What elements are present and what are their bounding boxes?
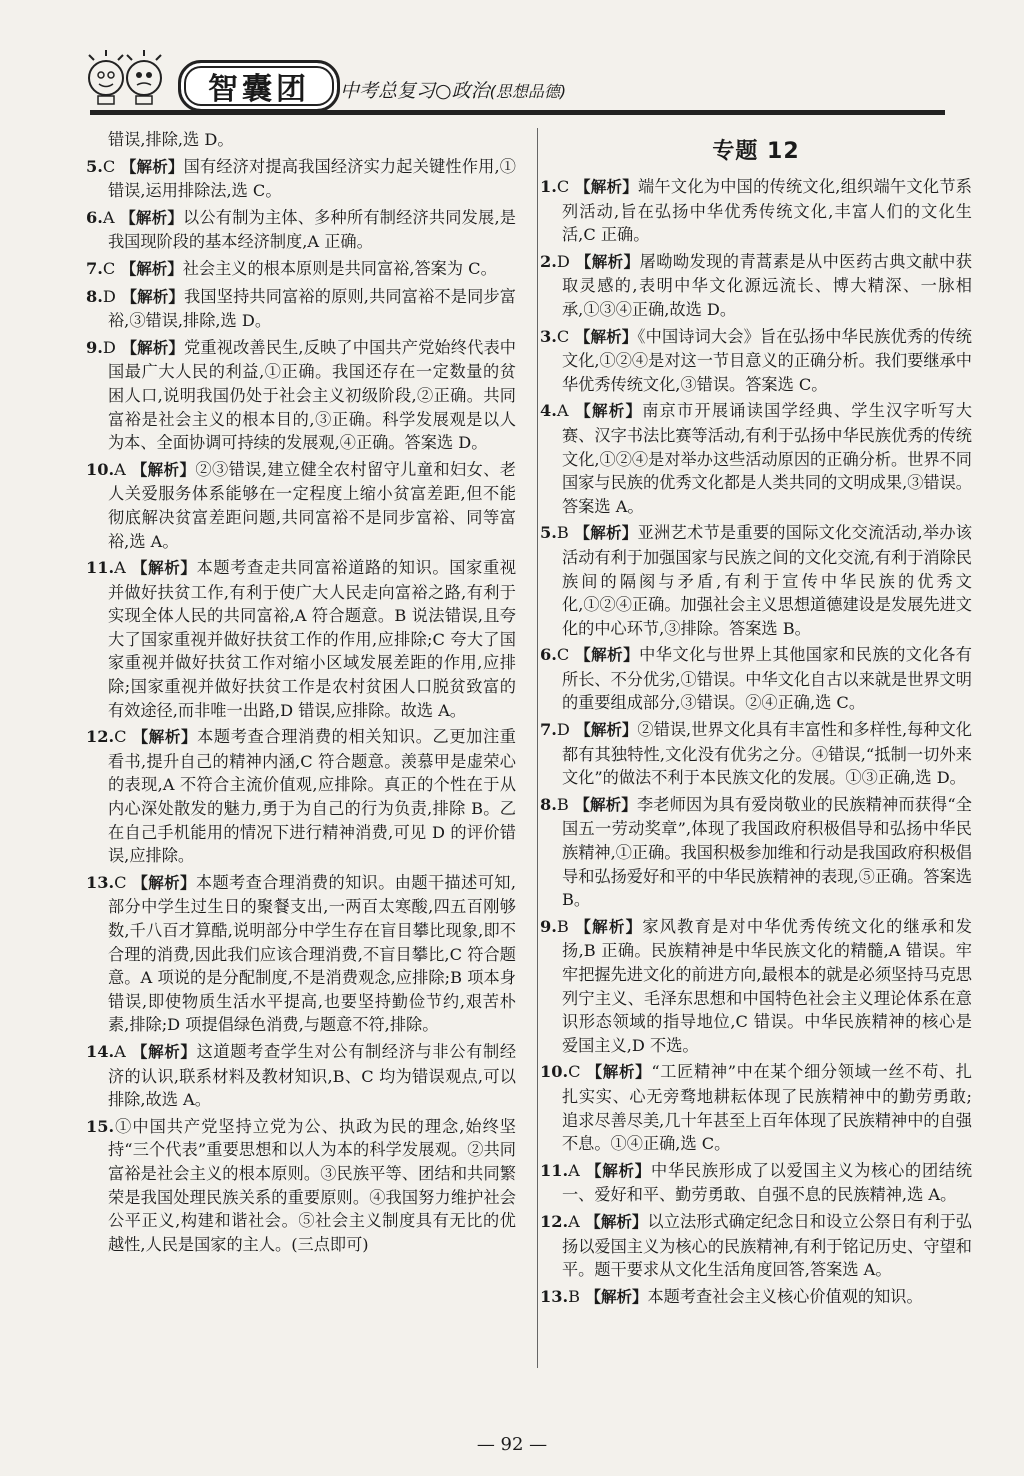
item-number: 9. [86,337,103,357]
answer-item [540,325,972,397]
answer-item [540,915,972,1058]
answer-letter: C [102,156,116,176]
answer-item [86,128,516,152]
item-number: 7. [86,258,103,278]
subtitle-paren: (思想品德) [489,82,567,101]
answer-letter: C [102,258,116,278]
answer-item [540,793,972,912]
answer-item [86,725,516,868]
answer-letter: A [102,207,115,227]
header-rule [90,110,945,115]
item-number: 5. [540,523,557,543]
answer-letter: D [556,251,570,271]
answer-letter: A [568,1211,580,1231]
item-number: 10. [540,1062,569,1082]
answer-item [86,1040,516,1112]
answer-letter: C [114,872,127,892]
analysis-tag: 【解析】 [568,917,643,936]
analysis-text: 以公有制为主体、多种所有制经济共同发展,是我国现阶段的基本经济制度,A 正确。 [108,207,516,252]
answer-item [540,643,972,715]
item-number: 12. [86,727,115,747]
answer-letter: A [556,401,569,421]
answer-item [86,556,516,722]
analysis-tag: 【解析】 [115,157,184,176]
answer-letter: C [114,727,127,747]
analysis-text: 中华文化与世界上其他国家和民族的文化各有所长、不分优劣,①错误。中华文化自古以来就是世界文明的重要组成部分,③错误。②④正确,选 C。 [562,645,972,713]
page-number: — 92 — [476,1434,548,1455]
left-column [86,128,516,1259]
thinking-heads-logo-icon [82,48,172,110]
answer-letter: C [568,1062,581,1082]
answer-item [540,521,972,640]
analysis-text: 亚洲艺术节是重要的国际文化交流活动,举办该活动有利于加强国家与民族之间的文化交流,有利于消除民族间的隔阂与矛盾,有利于宣传中华民族的优秀文化,①②④正确。加强社会主义思想道德建设是发展先进文化的中心环节,③排除。答案选 B。 [562,523,972,638]
answer-letter: D [556,720,570,740]
analysis-text: ②错误,世界文化具有丰富性和多样性,每种文化都有其独特性,文化没有优劣之分。④错误,“抵制一切外来文化”的做法不利于本民族文化的发展。①③正确,选 D。 [562,720,972,788]
item-number: 8. [86,286,103,306]
analysis-text: 本题考查社会主义核心价值观的知识。 [647,1286,923,1306]
answer-letter: D [102,337,116,357]
analysis-text: 错误,排除,选 D。 [108,130,234,149]
answer-item [540,399,972,518]
answer-letter: C [556,326,570,346]
analysis-text: 这道题考查学生对公有制经济与非公有制经济的认识,联系材料及教材知识,B、C 均为错误观点,可以排除,故选 A。 [108,1041,517,1110]
analysis-text: 党重视改善民生,反映了中国共产党始终代表中国最广大人民的利益,①正确。我国还存在一定数量的贫困人口,说明我国仍处于社会主义初级阶段,②正确。共同富裕是社会主义的根本目的,③正确。科学发展观是以人为本、全面协调可持续的发展观,④正确。答案选 D。 [108,337,516,453]
answer-item [86,257,516,282]
subtitle-main: 中考总复习○政治 [340,80,490,102]
analysis-tag: 【解析】 [115,259,183,278]
item-number: 12. [540,1211,569,1231]
answer-item [540,1060,972,1155]
analysis-tag: 【解析】 [125,559,197,578]
analysis-text: “工匠精神”中在某个细分领域一丝不苟、扎扎实实、心无旁骛地耕耘体现了民族精神中的勤劳勇敢;追求尽善尽美,几十年甚至上百年体现了民族精神中的自强不息。①④正确,选 C。 [562,1062,972,1154]
analysis-tag: 【解析】 [126,873,196,892]
analysis-tag: 【解析】 [579,1161,652,1180]
analysis-tag: 【解析】 [569,646,640,665]
analysis-tag: 【解析】 [115,338,185,357]
right-column [540,128,972,1312]
item-number: 5. [86,156,103,176]
page-header [0,0,1024,112]
column-divider [537,128,538,1368]
answer-letter: A [114,1041,126,1061]
analysis-tag: 【解析】 [569,327,638,346]
analysis-text: 社会主义的根本原则是共同富裕,答案为 C。 [182,258,497,278]
answer-item [86,206,516,254]
answer-item [86,336,516,455]
analysis-text: 我国坚持共同富裕的原则,共同富裕不是同步富裕,③错误,排除,选 D。 [108,286,516,331]
item-number: 9. [540,916,557,936]
analysis-tag: 【解析】 [569,721,638,740]
analysis-text: ①中国共产党坚持立党为公、执政为民的理念,始终坚持“三个代表”重要思想和以人为本的科学发展观。②共同富裕是社会主义的根本原则。③民族平等、团结和共同繁荣是我国处理民族关系的重要原则。④我国努力维护社会公平正义,构建和谐社会。⑤社会主义制度具有无比的优越性,人民是国家的主人。(三点即可) [108,1116,516,1254]
item-number: 8. [540,794,557,814]
answer-item [540,718,972,790]
answer-letter: C [556,177,570,196]
answer-letter: B [556,523,569,543]
answer-letter: A [114,558,126,578]
item-number: 7. [540,720,557,740]
item-number: 13. [540,1286,569,1306]
analysis-tag: 【解析】 [580,1287,648,1306]
answer-item [86,458,516,553]
item-number: 15. [86,1116,115,1136]
analysis-tag: 【解析】 [125,460,196,479]
answer-letter: D [102,286,116,306]
analysis-text: 家风教育是对中华优秀传统文化的继承和发扬,B 正确。民族精神是中华民族文化的精髓,A 错误。牢牢把握先进文化的前进方向,最根本的就是必须坚持马克思列宁主义、毛泽东思想和中国特色社会主义理论体系在意识形态领域的指导地位,C 错误。中华民族精神的核心是爱国主义,D 不选。 [562,916,972,1055]
item-number: 1. [540,177,557,196]
analysis-text: 本题考查走共同富裕道路的知识。国家重视并做好扶贫工作,有利于使广大人民走向富裕之路,有利于实现全体人民的共同富裕,A 符合题意。B 说法错误,且夸大了国家重视并做好扶贫工作的作用,应排除;C 夸大了国家重视并做好扶贫工作对缩小区域发展差距的作用,应排除;国家重视并做好扶贫工作是农村贫困人口脱贫致富的有效途径,而非唯一出路,D 错误,应排除。故选 A。 [108,558,517,720]
answer-item [540,1285,972,1310]
analysis-tag: 【解析】 [115,287,185,306]
analysis-tag: 【解析】 [568,402,643,421]
answer-item [540,250,972,322]
answer-letter: A [114,459,126,479]
answer-letter: B [568,1286,581,1306]
analysis-text: 国有经济对提高我国经济实力起关键性作用,①错误,运用排除法,选 C。 [108,156,516,201]
answer-item [540,1210,972,1282]
analysis-text: ②③错误,建立健全农村留守儿童和妇女、老人关爱服务体系能够在一定程度上缩小贫富差距,但不能彻底解决贫富差距问题,共同富裕不是同步富裕、同等富裕,选 A。 [108,459,516,551]
analysis-text: 《中国诗词大会》旨在弘扬中华民族优秀的传统文化,①②④是对这一节目意义的正确分析。我们要继承中华优秀传统文化,③错误。答案选 C。 [562,326,972,394]
analysis-text: 本题考查合理消费的知识。由题干描述可知,部分中学生过生日的聚餐支出,一两百太寒酸,四五百刚够数,千八百才算酷,说明部分中学生存在盲目攀比现象,即不合理的消费,因此我们应该合理消费,不盲目攀比,C 符合题意。A 项说的是分配制度,不是消费观念,应排除;B 项本身错误,即使物质生活水平提高,也要坚持勤俭节约,艰苦朴素,排除;D 项提倡绿色消费,与题意不符,排除。 [108,872,516,1035]
item-number: 10. [86,459,115,479]
item-number: 11. [86,558,115,578]
section-title: 专题 12 [712,139,800,164]
item-number: 6. [540,645,557,665]
item-number: 13. [86,872,115,892]
answer-item [540,1159,972,1207]
item-number: 11. [540,1160,569,1180]
analysis-text: 屠呦呦发现的青蒿素是从中医药古典文献中获取灵感的,表明中华文化源远流长、博大精深、一脉相承,①③④正确,故选 D。 [562,251,972,319]
analysis-text: 南京市开展诵读国学经典、学生汉字听写大赛、汉字书法比赛等活动,有利于弘扬中华民族优秀的传统文化,①②④是对举办这些活动原因的正确分析。世界不同国家与民族的优秀文化都是人类共同的文明成果,③错误。答案选 A。 [562,401,972,516]
analysis-text: 以立法形式确定纪念日和设立公祭日有利于弘扬以爱国主义为核心的民族精神,有利于铭记历史、守望和平。题干要求从文化生活角度回答,答案选 A。 [562,1211,972,1280]
analysis-tag: 【解析】 [126,728,198,747]
answer-item [540,175,972,247]
answer-letter: B [556,794,569,814]
answer-item [86,285,516,333]
answer-letter: A [568,1160,580,1180]
analysis-tag: 【解析】 [125,1042,197,1061]
item-number: 6. [86,207,103,227]
analysis-tag: 【解析】 [579,1212,648,1231]
analysis-tag: 【解析】 [114,208,184,227]
analysis-tag: 【解析】 [568,795,637,814]
brand-title: 智囊团 [178,60,340,112]
item-number: 14. [86,1041,115,1061]
item-number: 4. [540,401,557,421]
analysis-text: 端午文化为中国的传统文化,组织端午文化节系列活动,旨在弘扬中华优秀传统文化,丰富人们的文化生活,C 正确。 [562,177,972,245]
answer-letter: B [556,916,569,936]
header-subtitle [340,76,566,103]
analysis-tag: 【解析】 [568,524,638,543]
analysis-text: 本题考查合理消费的相关知识。乙更加注重看书,提升自己的精神内涵,C 符合题意。羡慕甲是虚荣心的表现,A 不符合主流价值观,应排除。真正的个性在于从内心深处散发的魅力,勇于为自己的行为负责,排除 B。乙在自己手机能用的情况下进行精神消费,可见 D 的评价错误,应排除。 [108,727,516,866]
item-number: 2. [540,251,557,271]
analysis-text: 李老师因为具有爱岗敬业的民族精神而获得“全国五一劳动奖章”,体现了我国政府积极倡导和弘扬中华民族精神,①正确。我国积极参加维和行动是我国政府积极倡导和弘扬爱好和平的中华民族精神的表现,⑤正确。答案选 B。 [562,794,972,910]
analysis-tag: 【解析】 [580,1063,652,1082]
analysis-tag: 【解析】 [569,178,638,196]
answer-item [86,155,516,203]
answer-item [86,1115,516,1257]
analysis-text: 中华民族形成了以爱国主义为核心的团结统一、爱好和平、勤劳勇敢、自强不息的民族精神,选 A。 [562,1160,973,1205]
analysis-tag: 【解析】 [569,252,640,271]
item-number: 3. [540,326,557,346]
answer-item [86,871,516,1037]
answer-letter: C [556,645,570,665]
